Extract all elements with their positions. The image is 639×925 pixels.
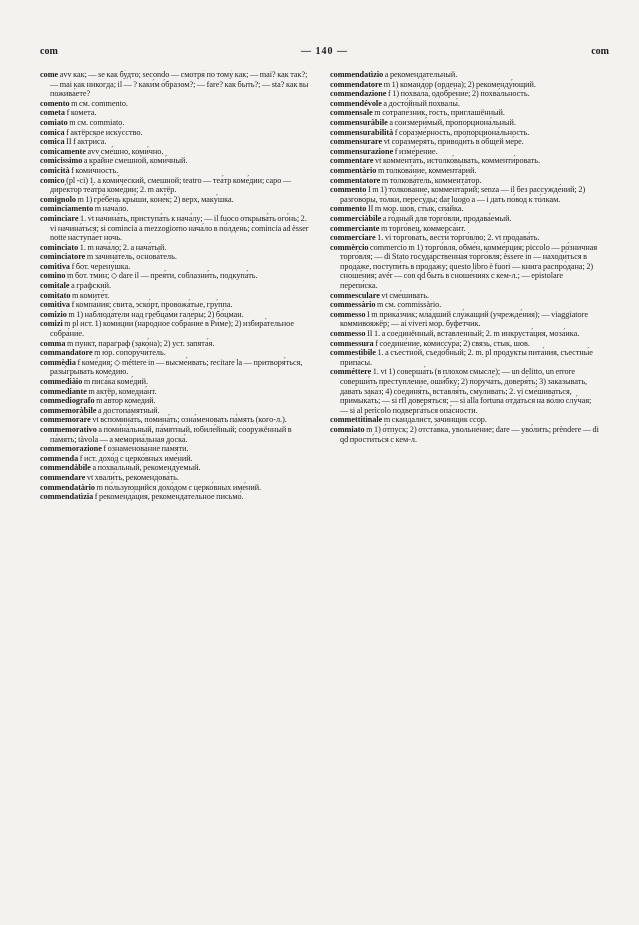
- entry-definition: m по́льзующийся дохо́дом с церко́вных име́ний.: [95, 482, 262, 492]
- entry-headword: commerciare: [330, 233, 376, 243]
- entry-headword: commento: [330, 204, 367, 214]
- entry-definition: m 1) команд́ор (ордена); 2) рекоменду́ющий.: [382, 79, 536, 89]
- dictionary-entry: [330, 70, 600, 80]
- dictionary-entry: [40, 310, 310, 320]
- entry-definition: a досто́йный похвалы́.: [381, 98, 460, 108]
- entry-definition: m бот. тмин; ◇ dare il — прея́ти, соблазни́ть, подкупа́ть.: [65, 271, 258, 281]
- entry-headword: commento: [330, 185, 367, 195]
- entry-definition: m писа́ка коме́дий.: [82, 377, 149, 386]
- entry-definition: I m прика́зчик; мла́дший слу́жащий (учрежде́ния); — viaggiatore коммивояжёр; — ai viveri мор. буфе́тчик.: [340, 309, 588, 329]
- entry-definition: 1. m нача́ло; 2. a нача́тый.: [78, 242, 167, 252]
- dictionary-entry: [330, 137, 600, 147]
- entry-definition: m нача́ло.: [93, 204, 129, 214]
- dictionary-entry: [40, 137, 310, 147]
- dictionary-entry: [40, 319, 310, 338]
- entry-definition: m пункт, параграф (зако́на); 2) уст. запята́я.: [65, 338, 215, 348]
- dictionary-entry: [40, 454, 310, 464]
- dictionary-entry: [40, 281, 310, 291]
- dictionary-entry: [40, 128, 310, 138]
- entry-definition: m комите́т.: [70, 290, 110, 300]
- dictionary-entry: [330, 204, 600, 214]
- entry-definition: m pl ист. 1) коми́ции (наро́дное собра́ние в Ри́ме); 2) избира́тельное собра́ние.: [50, 319, 294, 339]
- dictionary-entry: [330, 329, 600, 339]
- entry-headword: come: [40, 70, 59, 79]
- entry-headword: commendatìzia: [40, 492, 94, 502]
- header-right-guide-word: com: [591, 46, 609, 57]
- entry-definition: f 1) похвала́, одобре́ние; 2) похва́льность.: [386, 89, 530, 99]
- entry-definition: m юр. сопору́чи́тель.: [92, 348, 166, 358]
- entry-headword: commemorativo: [40, 424, 97, 434]
- dictionary-entry: [40, 70, 310, 99]
- entry-definition: m торго́вец, коммерса́нт.: [379, 223, 466, 233]
- entry-definition: a похва́льный, рекоменду́емый.: [90, 463, 201, 473]
- entry-definition: a го́дный для торго́вли, продава́емый.: [381, 213, 512, 223]
- entry-definition: f соедине́ние, комиссу́ра; 2) связь, стык, шов.: [373, 338, 530, 348]
- dictionary-entry: [40, 339, 310, 349]
- dictionary-entry: [40, 271, 310, 281]
- entry-definition: a поми́на́льный, па́мятный, юбиле́йный; сооружённый в па́мять; tàvola — а мемориа́льная доска́.: [50, 424, 292, 444]
- entry-headword: comitato: [40, 290, 71, 300]
- entry-headword: commerciàbile: [330, 213, 382, 223]
- dictionary-entry: [40, 204, 310, 214]
- dictionary-entry: [40, 156, 310, 166]
- entry-headword: commensurabilità: [330, 127, 394, 137]
- dictionary-entry: [330, 243, 600, 291]
- entry-definition: vt хвали́ть, рекомендова́ть.: [85, 472, 179, 482]
- entry-headword: commendatàrio: [40, 482, 96, 492]
- dictionary-entry: [330, 291, 600, 301]
- entry-headword: commèrcio: [330, 242, 369, 252]
- dictionary-entry: [40, 176, 310, 195]
- entry-headword: commèdia: [40, 357, 76, 367]
- entry-definition: m 1) гре́бень кры́ши, коне́к; 2) верх, маку́шка.: [75, 194, 234, 204]
- entry-definition: f актёрское иску́сство.: [64, 127, 143, 137]
- entry-definition: 1. vt 1) соверша́ть (в плохом смысле); — un delitto, un errore соверши́ть преступле́ние, оши́бку; 2) поруча́ть, доверя́ть; 3) заказывать, давать зака́з; 4) соединя́ть, вставля́ть, сму́ливать; 2. vi сме́шиваться, примыка́ть; — si rfl доверя́ться; — si alla fortuna отда́ться на во́лю слу́чая; — si al perìcolo подверга́ться опа́сности.: [340, 367, 592, 415]
- entry-definition: (pl -ci) 1. a коми́ческий, смешной; teatro — теа́тр коме́дии; capo — дире́ктор теа́тра коме́дии; 2. m актёр.: [50, 175, 292, 195]
- entry-definition: f бот. черену́шка.: [70, 261, 131, 271]
- entry-definition: a достопа́мятный.: [96, 405, 160, 415]
- dictionary-entry: [40, 415, 310, 425]
- entry-definition: m а́втор коме́дий.: [94, 396, 156, 406]
- entry-headword: commensale: [330, 108, 373, 118]
- dictionary-entry: [330, 348, 600, 367]
- entry-definition: m зачина́тель, основа́тель.: [85, 252, 177, 262]
- entry-headword: commentare: [330, 156, 374, 166]
- dictionary-entry: [40, 396, 310, 406]
- entry-headword: comicità: [40, 165, 70, 175]
- entry-definition: f соразме́рность, пропорциона́льность.: [393, 127, 530, 137]
- entry-definition: vt соразме́рять, приводи́ть в о́бщей ме́ре.: [382, 137, 524, 147]
- entry-definition: f изме́рение.: [393, 146, 438, 156]
- dictionary-entry: [40, 492, 310, 502]
- entry-headword: comignolo: [40, 194, 76, 204]
- entry-definition: f коми́чность.: [69, 165, 119, 175]
- entry-headword: commendare: [40, 472, 86, 482]
- dictionary-entry: [330, 156, 600, 166]
- entry-headword: comica: [40, 127, 65, 137]
- entry-definition: a графский.: [69, 281, 112, 291]
- entry-headword: cominciare: [40, 213, 79, 223]
- right-column: [330, 70, 600, 910]
- dictionary-entry: [330, 367, 600, 415]
- entry-definition: 1. vt начина́ть, приступа́ть к нача́лу; — il fuoco открыва́ть ого́нь; 2. vi начина́ться; si cominciа a mezzogiorno нача́ло в по́лдень; cominciа ad èsser notte наступа́ет ночь.: [50, 213, 309, 243]
- entry-headword: commensurazione: [330, 146, 394, 156]
- dictionary-entry: [40, 300, 310, 310]
- dictionary-entry: [330, 99, 600, 109]
- dictionary-entry: [330, 80, 600, 90]
- dictionary-entry: [40, 406, 310, 416]
- entry-definition: f коме́дия; ◇ méttere in — высме́ивать; recitare la — притворя́ться, разы́грывать коме́дию.: [50, 357, 303, 377]
- entry-definition: m скандалист, зачинщик ссор.: [382, 415, 487, 425]
- entry-definition: f ист. дохо́д с церко́вных име́ний.: [78, 453, 193, 463]
- entry-definition: f ознаменова́ние па́мяти.: [101, 444, 189, 454]
- dictionary-entry: [330, 425, 600, 444]
- left-column: [40, 70, 310, 910]
- dictionary-entry: [40, 377, 310, 387]
- dictionary-entry: [40, 166, 310, 176]
- entry-headword: commenda: [40, 453, 79, 463]
- dictionary-entry: [40, 147, 310, 157]
- entry-headword: comiato: [40, 117, 68, 127]
- entry-headword: commemoràbile: [40, 405, 97, 415]
- page-header: [40, 46, 609, 62]
- entry-headword: comico: [40, 175, 65, 185]
- entry-headword: commesculare: [330, 290, 380, 300]
- entry-headword: commestìbile: [330, 348, 376, 358]
- entry-headword: comicissimo: [40, 156, 83, 166]
- dictionary-entry: [330, 310, 600, 329]
- entry-headword: comméttere: [330, 367, 372, 377]
- entry-headword: commendatore: [330, 79, 383, 89]
- entry-definition: avv сме́шно, коми́чно.: [85, 146, 164, 156]
- entry-headword: comizi: [40, 319, 63, 329]
- entry-headword: comicamente: [40, 146, 86, 156]
- header-left-guide-word: com: [40, 46, 58, 57]
- entry-headword: comitale: [40, 281, 70, 291]
- entry-headword: commemorare: [40, 415, 91, 425]
- dictionary-entry: [330, 108, 600, 118]
- entry-headword: commendatìzio: [330, 70, 384, 79]
- entry-headword: commediàio: [40, 377, 83, 386]
- entry-definition: m толкова́ние, коммента́рий.: [376, 165, 477, 175]
- dictionary-entry: [330, 185, 600, 204]
- entry-definition: vt сме́шивать.: [379, 290, 430, 300]
- entry-headword: commesso: [330, 309, 366, 319]
- dictionary-entry: [330, 166, 600, 176]
- entry-headword: cominciamento: [40, 204, 94, 214]
- dictionary-entry: [330, 214, 600, 224]
- dictionary-entry: [40, 118, 310, 128]
- entry-definition: m 1) о́тпуск; 2) отста́вка, увольне́ние; dare — уво́лить; prèndere — di qd прости́ться с кем-л.: [340, 424, 599, 444]
- dictionary-entry: [330, 224, 600, 234]
- entry-headword: commensuràbile: [330, 117, 388, 127]
- dictionary-entry: [40, 195, 310, 205]
- entry-definition: f компа́ния; свита, эско́рт, провожа́тые, гру́ппа.: [70, 300, 233, 310]
- dictionary-entry: [40, 425, 310, 444]
- entry-definition: m 1) наблюда́тели над гребца́ми гале́ры; 2) бо́цман.: [66, 309, 244, 319]
- entry-definition: commercio m 1) торго́вля, обме́н, комме́рция; piccolo — ро́зничная торго́вля; — di Stato госуда́рственная торго́вля; èssere in — находи́ться в прода́же, поступи́ть в прода́жу; questo libro è fuori — книга распро́дана; 2) сноше́ния; avér — con qd быть в сноше́ниях с кем-л.; — epistolare перепи́ска.: [340, 242, 598, 291]
- dictionary-entry: [330, 233, 600, 243]
- entry-definition: m сотрапе́зник, гость, приглашённый.: [372, 108, 505, 118]
- entry-definition: avv как; — se как бу́дто; secondo — смотря́ по тому́ как; — mai? как так?; — mai как никогда; il — ? каки́м о́бразом?; — fare? как быть?; — sta? как вы пожива́ете?: [50, 70, 309, 99]
- entry-headword: cominciatore: [40, 252, 86, 262]
- entry-headword: commesso: [330, 329, 366, 339]
- dictionary-entry: [330, 89, 600, 99]
- entry-headword: commessàrio: [330, 300, 376, 310]
- entry-definition: m толкова́тель, коммента́тор.: [380, 175, 482, 185]
- dictionary-entry: [40, 99, 310, 109]
- entry-headword: commensurare: [330, 137, 383, 147]
- dictionary-entry: [40, 243, 310, 253]
- dictionary-entry: [330, 118, 600, 128]
- dictionary-entry: [40, 291, 310, 301]
- entry-headword: commediografo: [40, 396, 95, 406]
- dictionary-entry: [330, 176, 600, 186]
- entry-definition: m см. commissàrio.: [375, 300, 442, 310]
- entry-headword: cometa: [40, 108, 66, 118]
- dictionary-entry: [330, 147, 600, 157]
- dictionary-entry: [330, 128, 600, 138]
- entry-definition: vt коммента́ть, истолко́вывать, комменти́ровать.: [373, 156, 541, 166]
- entry-definition: a кра́йне смешно́й, коми́чный.: [82, 156, 188, 166]
- entry-headword: commentatore: [330, 175, 381, 185]
- entry-definition: a рекомендательный.: [383, 70, 458, 79]
- dictionary-entry: [40, 252, 310, 262]
- entry-headword: comitiva: [40, 261, 71, 271]
- dictionary-entry: [40, 444, 310, 454]
- entry-headword: comma: [40, 338, 66, 348]
- entry-headword: commerciante: [330, 223, 380, 233]
- entry-definition: f рекоменда́ция, рекомендательное письмо́.: [93, 492, 244, 502]
- dictionary-entry: [40, 358, 310, 377]
- entry-headword: comica: [40, 137, 65, 147]
- entry-headword: commediante: [40, 386, 87, 396]
- entry-headword: commandatore: [40, 348, 93, 358]
- entry-definition: m актёр, комедиа́нт.: [86, 386, 157, 396]
- entry-definition: 1. a съестно́й, съедо́бный; 2. m. pl продукты пита́ния, съестны́е припа́сы.: [340, 348, 593, 367]
- dictionary-entry: [40, 483, 310, 493]
- dictionary-entry: [40, 108, 310, 118]
- entry-headword: comino: [40, 271, 66, 281]
- entry-headword: commendévole: [330, 98, 382, 108]
- entry-headword: comento: [40, 98, 70, 108]
- entry-definition: II 1. a соединённый, вставленный; 2. m инкруста́ция, моза́ика.: [365, 329, 580, 339]
- entry-headword: comitiva: [40, 300, 71, 310]
- entry-headword: cominciato: [40, 242, 79, 252]
- entry-definition: I m 1) толкова́ние, коммента́рий; senza — il без рассужде́ний; 2) разгово́ры, то́лки, пересу́ды; dar luogo a — i дать по́вод к то́лкам.: [340, 185, 586, 204]
- entry-definition: 1. vi торгова́ть, вести́ торго́влю; 2. vt продава́ть.: [375, 233, 540, 243]
- dictionary-entry: [330, 339, 600, 349]
- entry-definition: vt вспомина́ть, помина́ть; озна́меновать па́мять (кого-л.).: [90, 415, 287, 425]
- entry-headword: commettitìnale: [330, 415, 383, 425]
- dictionary-columns: [40, 70, 614, 910]
- dictionary-entry: [40, 473, 310, 483]
- entry-headword: commessura: [330, 338, 374, 348]
- entry-headword: commentàrio: [330, 165, 377, 175]
- entry-definition: f комета.: [65, 108, 97, 118]
- dictionary-entry: [330, 415, 600, 425]
- entry-headword: commiato: [330, 424, 365, 434]
- dictionary-entry: [330, 300, 600, 310]
- entry-definition: II f актри́са.: [64, 137, 107, 147]
- page-number: — 140 —: [301, 46, 348, 57]
- entry-definition: a соизмери́мый, пропорциона́льный.: [387, 117, 516, 127]
- dictionary-entry: [40, 348, 310, 358]
- dictionary-entry: [40, 387, 310, 397]
- entry-definition: m см. commento.: [69, 98, 129, 108]
- entry-definition: m см. commiato.: [67, 117, 125, 127]
- dictionary-entry: [40, 214, 310, 243]
- entry-headword: commemorazione: [40, 444, 102, 454]
- entry-headword: comizio: [40, 309, 67, 319]
- entry-headword: commendàbile: [40, 463, 91, 473]
- dictionary-entry: [40, 463, 310, 473]
- entry-definition: II m мор. шов, стык, спа́йка.: [366, 204, 464, 214]
- entry-headword: commendazione: [330, 89, 387, 99]
